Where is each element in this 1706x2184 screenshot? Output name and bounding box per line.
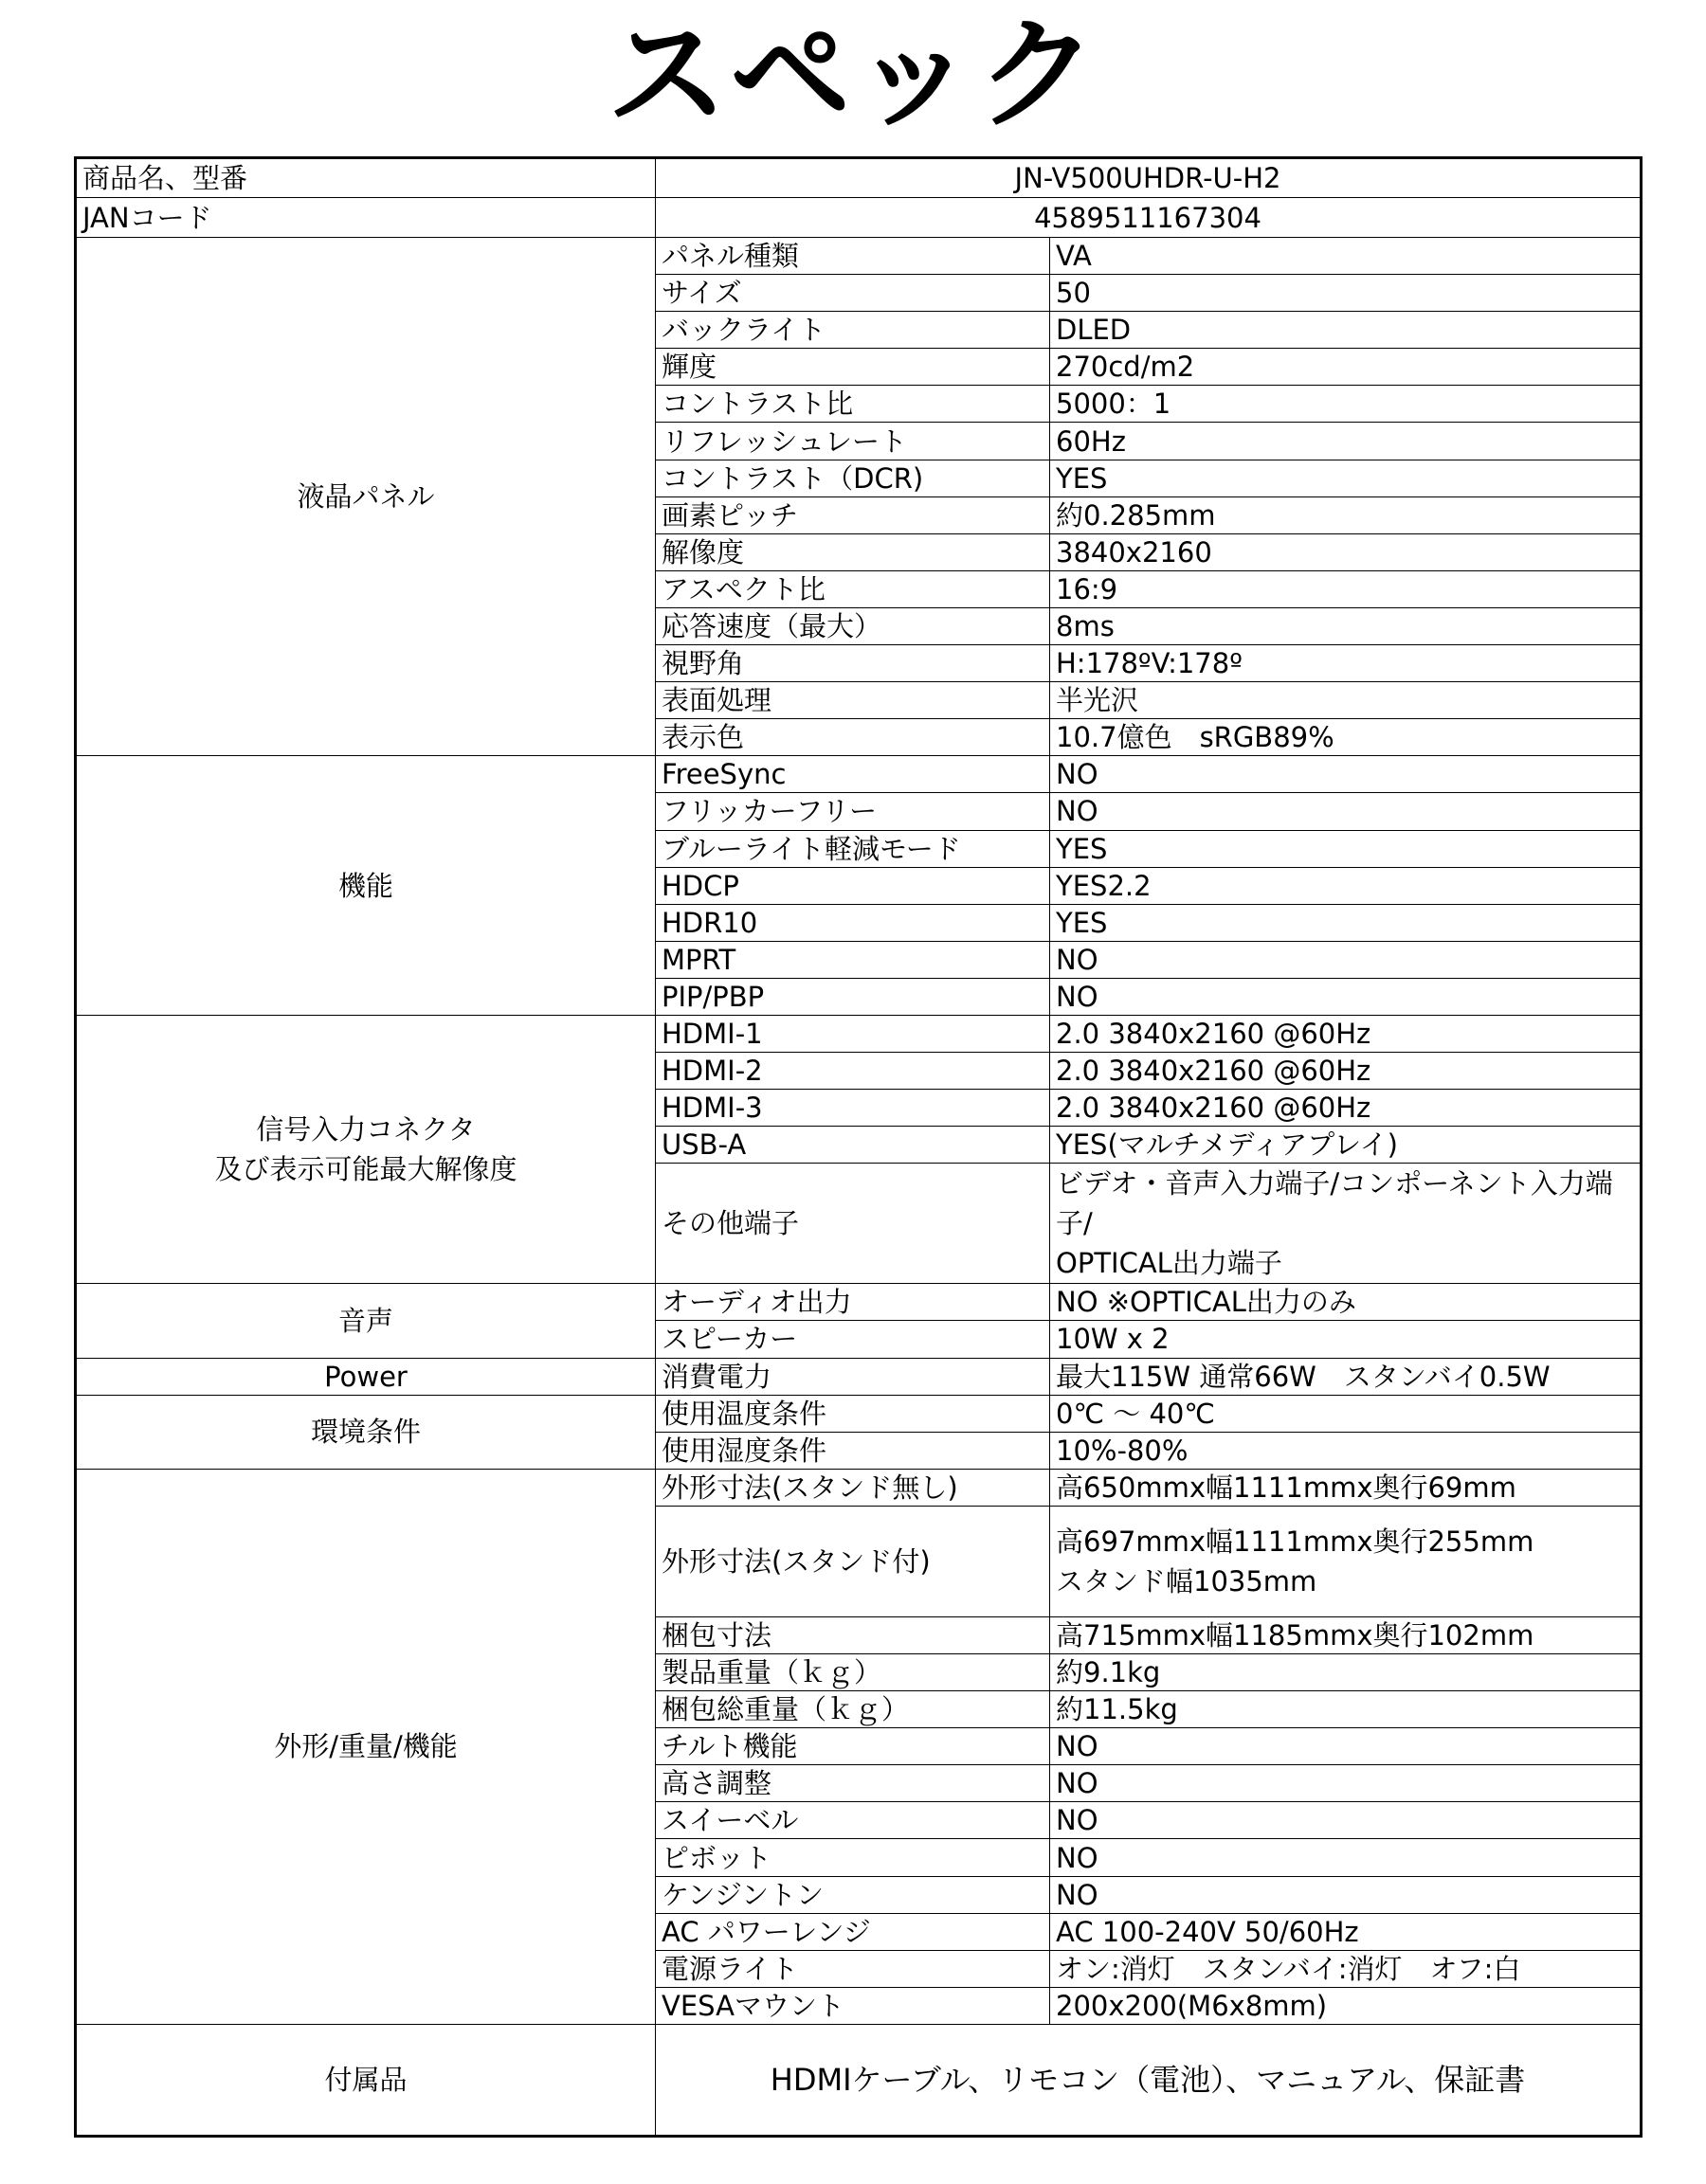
spec-value: 2.0 3840x2160 @60Hz bbox=[1050, 1053, 1642, 1090]
spec-key: パネル種類 bbox=[656, 238, 1050, 275]
spec-key: 外形寸法(スタンド無し) bbox=[656, 1469, 1050, 1506]
spec-key: 解像度 bbox=[656, 533, 1050, 570]
spec-value-line1: 高697mmx幅1111mmx奥行255mm bbox=[1056, 1525, 1534, 1558]
spec-row bbox=[76, 1469, 1642, 1506]
spec-value: 3840x2160 bbox=[1050, 533, 1642, 570]
spec-value-line2: スタンド幅1035mm bbox=[1056, 1564, 1317, 1597]
spec-key: サイズ bbox=[656, 275, 1050, 312]
spec-value: 半光沢 bbox=[1050, 682, 1642, 719]
spec-key: バックライト bbox=[656, 312, 1050, 349]
spec-key: コントラスト（DCR) bbox=[656, 460, 1050, 496]
spec-key: USB-A bbox=[656, 1127, 1050, 1164]
spec-value: AC 100-240V 50/60Hz bbox=[1050, 1913, 1642, 1950]
spec-value: 60Hz bbox=[1050, 423, 1642, 460]
spec-value: NO bbox=[1050, 1876, 1642, 1913]
spec-value: 0℃ ～ 40℃ bbox=[1050, 1395, 1642, 1432]
spec-value: NO bbox=[1050, 756, 1642, 793]
spec-key: 画素ピッチ bbox=[656, 496, 1050, 533]
spec-key: 高さ調整 bbox=[656, 1765, 1050, 1802]
spec-key: 使用湿度条件 bbox=[656, 1432, 1050, 1469]
spec-key: FreeSync bbox=[656, 756, 1050, 793]
spec-value: 50 bbox=[1050, 275, 1642, 312]
header-value: 4589511167304 bbox=[656, 198, 1642, 238]
spec-key: MPRT bbox=[656, 941, 1050, 978]
spec-value: YES(マルチメディアプレイ) bbox=[1050, 1127, 1642, 1164]
spec-value-line1: ビデオ・音声入力端子/コンポーネント入力端子/ bbox=[1056, 1167, 1613, 1240]
header-label: 商品名、型番 bbox=[76, 158, 656, 198]
spec-key: 消費電力 bbox=[656, 1358, 1050, 1395]
spec-key: オーディオ出力 bbox=[656, 1284, 1050, 1321]
spec-key: VESAマウント bbox=[656, 1987, 1050, 2024]
spec-row bbox=[76, 1015, 1642, 1052]
spec-value: 10.7億色 sRGB89% bbox=[1050, 719, 1642, 756]
spec-value: 200x200(M6x8mm) bbox=[1050, 1987, 1642, 2024]
spec-row bbox=[76, 1358, 1642, 1395]
spec-value-line2: OPTICAL出力端子 bbox=[1056, 1247, 1282, 1280]
header-label: JANコード bbox=[76, 198, 656, 238]
spec-key: その他端子 bbox=[656, 1164, 1050, 1284]
spec-key: 輝度 bbox=[656, 349, 1050, 386]
spec-key: チルト機能 bbox=[656, 1728, 1050, 1765]
spec-key: ピボット bbox=[656, 1839, 1050, 1876]
category-cell: 液晶パネル bbox=[76, 238, 656, 756]
spec-value: 約11.5kg bbox=[1050, 1691, 1642, 1728]
spec-value: DLED bbox=[1050, 312, 1642, 349]
spec-key: ブルーライト軽減モード bbox=[656, 830, 1050, 867]
spec-value: NO bbox=[1050, 1802, 1642, 1839]
category-cell: 外形/重量/機能 bbox=[76, 1469, 656, 2024]
spec-key: アスペクト比 bbox=[656, 570, 1050, 607]
spec-key: 応答速度（最大） bbox=[656, 607, 1050, 644]
spec-key: HDCP bbox=[656, 867, 1050, 904]
spec-value: オン:消灯 スタンバイ:消灯 オフ:白 bbox=[1050, 1950, 1642, 1987]
spec-value: NO bbox=[1050, 1839, 1642, 1876]
spec-key: 梱包総重量（ｋｇ） bbox=[656, 1691, 1050, 1728]
spec-value: 高650mmx幅1111mmx奥行69mm bbox=[1050, 1469, 1642, 1506]
spec-key: HDR10 bbox=[656, 904, 1050, 941]
spec-table-body bbox=[76, 158, 1642, 2137]
spec-key: 使用温度条件 bbox=[656, 1395, 1050, 1432]
spec-key: 外形寸法(スタンド付) bbox=[656, 1506, 1050, 1616]
spec-value: VA bbox=[1050, 238, 1642, 275]
spec-key: 視野角 bbox=[656, 645, 1050, 682]
spec-value: 10%-80% bbox=[1050, 1432, 1642, 1469]
spec-value: 2.0 3840x2160 @60Hz bbox=[1050, 1015, 1642, 1052]
spec-value: NO bbox=[1050, 1765, 1642, 1802]
category-cell: 音声 bbox=[76, 1284, 656, 1358]
accessories-row bbox=[76, 2024, 1642, 2136]
spec-value: YES2.2 bbox=[1050, 867, 1642, 904]
spec-value: NO bbox=[1050, 1728, 1642, 1765]
spec-key: スイーベル bbox=[656, 1802, 1050, 1839]
spec-key: コントラスト比 bbox=[656, 386, 1050, 423]
spec-key: フリッカーフリー bbox=[656, 793, 1050, 830]
category-label: 信号入力コネクタ bbox=[256, 1113, 476, 1146]
spec-key: ケンジントン bbox=[656, 1876, 1050, 1913]
spec-value: NO bbox=[1050, 978, 1642, 1015]
spec-row bbox=[76, 1395, 1642, 1432]
spec-key: 梱包寸法 bbox=[656, 1616, 1050, 1653]
spec-key: HDMI-1 bbox=[656, 1015, 1050, 1052]
spec-key: 製品重量（ｋｇ） bbox=[656, 1654, 1050, 1691]
spec-value: 最大115W 通常66W スタンバイ0.5W bbox=[1050, 1358, 1642, 1395]
spec-value: 270cd/m2 bbox=[1050, 349, 1642, 386]
category-cell: 環境条件 bbox=[76, 1395, 656, 1469]
page-title: スペック bbox=[606, 5, 1099, 146]
spec-value bbox=[1050, 1506, 1642, 1616]
spec-row bbox=[76, 238, 1642, 275]
spec-value: H:178ºV:178º bbox=[1050, 645, 1642, 682]
spec-key: HDMI-3 bbox=[656, 1090, 1050, 1127]
spec-value: NO ※OPTICAL出力のみ bbox=[1050, 1284, 1642, 1321]
spec-value: NO bbox=[1050, 793, 1642, 830]
spec-value: 約9.1kg bbox=[1050, 1654, 1642, 1691]
spec-key: AC パワーレンジ bbox=[656, 1913, 1050, 1950]
spec-value: NO bbox=[1050, 941, 1642, 978]
spec-value: 8ms bbox=[1050, 607, 1642, 644]
spec-value: 10W x 2 bbox=[1050, 1321, 1642, 1358]
spec-value: 高715mmx幅1185mmx奥行102mm bbox=[1050, 1616, 1642, 1653]
spec-key: HDMI-2 bbox=[656, 1053, 1050, 1090]
header-row bbox=[76, 158, 1642, 198]
category-label-line2: 及び表示可能最大解像度 bbox=[214, 1153, 517, 1186]
spec-value: YES bbox=[1050, 830, 1642, 867]
spec-row bbox=[76, 756, 1642, 793]
spec-key: PIP/PBP bbox=[656, 978, 1050, 1015]
spec-key: リフレッシュレート bbox=[656, 423, 1050, 460]
spec-row bbox=[76, 1284, 1642, 1321]
spec-value: 5000：1 bbox=[1050, 386, 1642, 423]
spec-key: 電源ライト bbox=[656, 1950, 1050, 1987]
spec-key: 表面処理 bbox=[656, 682, 1050, 719]
header-value: JN-V500UHDR-U-H2 bbox=[656, 158, 1642, 198]
category-cell: Power bbox=[76, 1358, 656, 1395]
spec-value: YES bbox=[1050, 460, 1642, 496]
spec-key: 表示色 bbox=[656, 719, 1050, 756]
category-cell bbox=[76, 1015, 656, 1283]
header-row bbox=[76, 198, 1642, 238]
category-cell: 機能 bbox=[76, 756, 656, 1016]
spec-key: スピーカー bbox=[656, 1321, 1050, 1358]
accessories-value: HDMIケーブル、リモコン（電池）、マニュアル、保証書 bbox=[656, 2024, 1642, 2136]
accessories-label: 付属品 bbox=[76, 2024, 656, 2136]
spec-value: 16:9 bbox=[1050, 570, 1642, 607]
spec-value: 2.0 3840x2160 @60Hz bbox=[1050, 1090, 1642, 1127]
spec-value bbox=[1050, 1164, 1642, 1284]
spec-table bbox=[74, 156, 1642, 2138]
spec-value: YES bbox=[1050, 904, 1642, 941]
spec-value: 約0.285mm bbox=[1050, 496, 1642, 533]
